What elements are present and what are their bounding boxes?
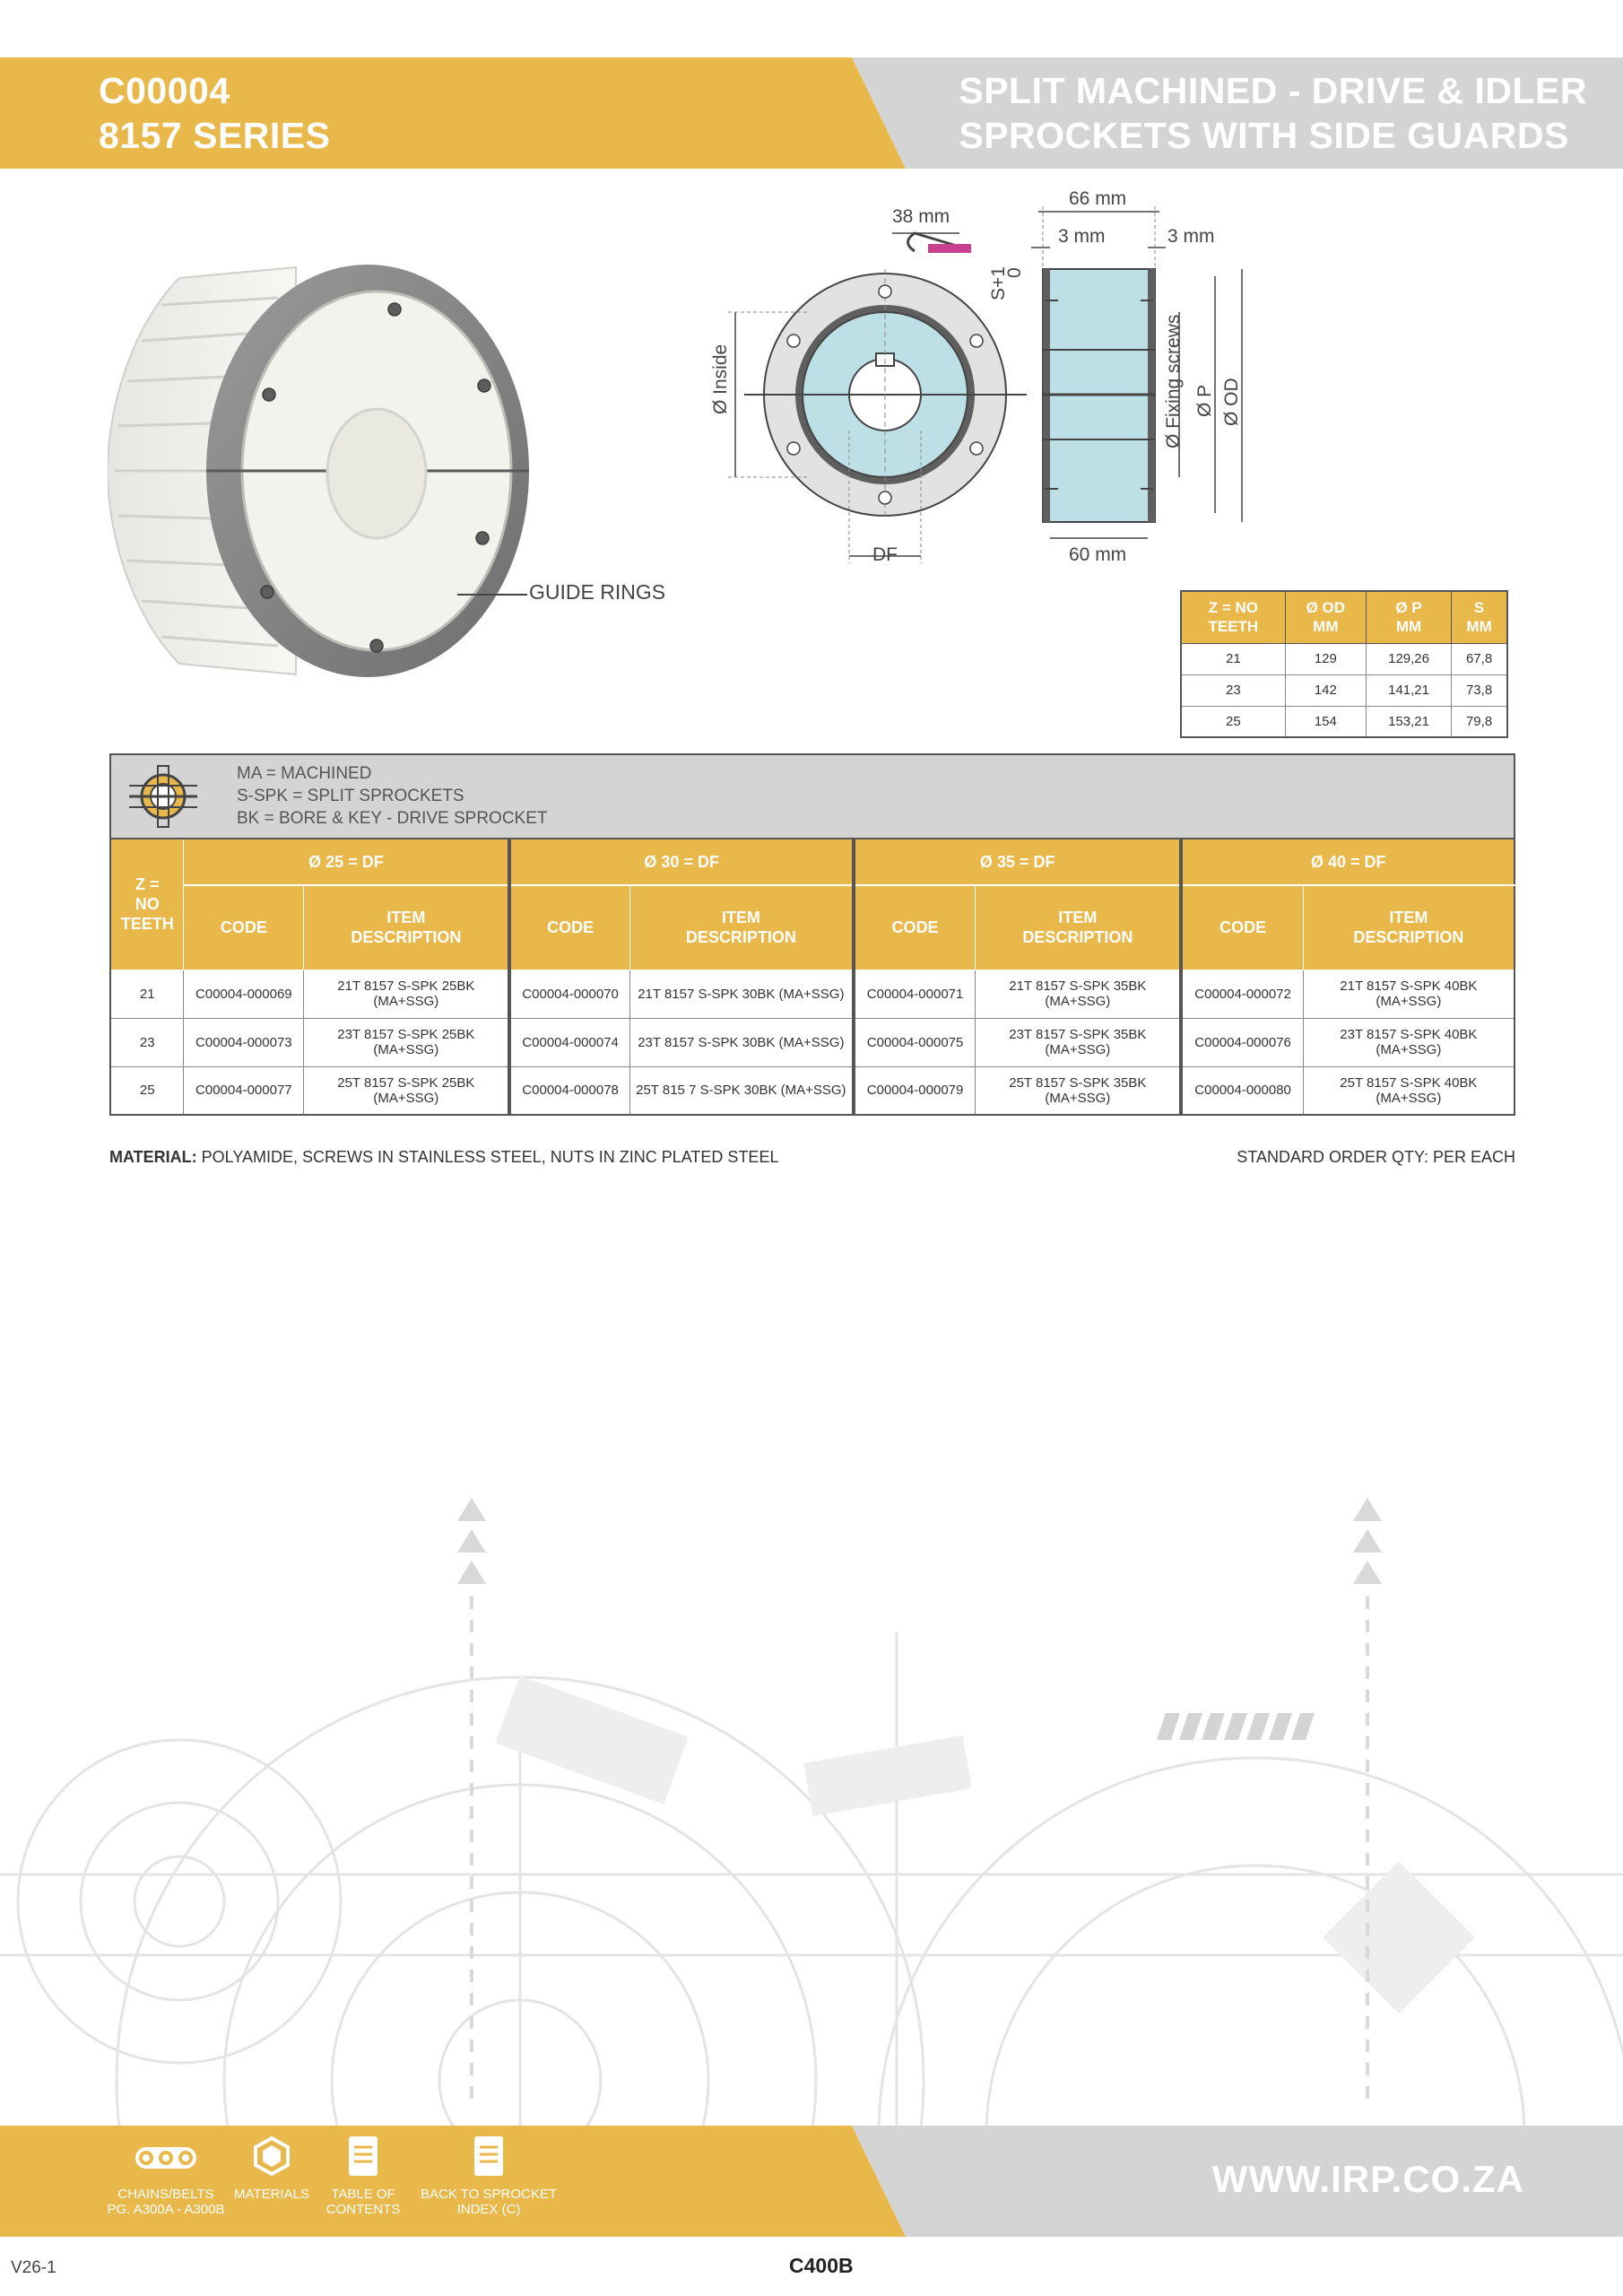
code-cell: C00004-000071 bbox=[854, 970, 976, 1018]
guide-rings-label: GUIDE RINGS bbox=[529, 580, 666, 604]
cell: 23 bbox=[1181, 674, 1285, 706]
cell: 67,8 bbox=[1452, 643, 1507, 674]
page-title-line2: SPROCKETS WITH SIDE GUARDS bbox=[959, 115, 1569, 156]
code-cell: C00004-000078 bbox=[509, 1066, 629, 1115]
description-cell: 23T 8157 S-SPK 25BK (MA+SSG) bbox=[304, 1018, 510, 1066]
material-note bbox=[109, 1148, 778, 1167]
cell: 79,8 bbox=[1452, 706, 1507, 737]
table-row bbox=[110, 1018, 1515, 1066]
dim-df: DF bbox=[872, 544, 898, 565]
cell: 21 bbox=[1181, 643, 1285, 674]
chains-icon bbox=[130, 2135, 202, 2178]
cell: 129,26 bbox=[1366, 643, 1451, 674]
product-code-line1: C00004 bbox=[99, 70, 230, 111]
header-code: CODE bbox=[854, 885, 976, 970]
website-link[interactable]: WWW.IRP.CO.ZA bbox=[1211, 2158, 1524, 2200]
nav-chains-belts[interactable]: CHAINS/BELTS PG. A300A - A300B bbox=[99, 2135, 233, 2217]
dim-inside: Ø Inside bbox=[710, 344, 731, 414]
teeth-cell: 23 bbox=[110, 1018, 184, 1066]
table-row bbox=[1181, 643, 1507, 674]
page-title bbox=[959, 68, 1587, 158]
version-label: V26-1 bbox=[11, 2258, 56, 2277]
document-icon bbox=[345, 2135, 381, 2178]
page-header bbox=[0, 57, 1623, 169]
code-cell: C00004-000077 bbox=[184, 1066, 304, 1115]
technical-drawing bbox=[699, 179, 1291, 583]
header-teeth: Z = NO TEETH bbox=[1181, 591, 1285, 643]
background-gear-decor bbox=[0, 1453, 1623, 2126]
header-description: ITEM DESCRIPTION bbox=[1303, 885, 1515, 970]
code-cell: C00004-000073 bbox=[184, 1018, 304, 1066]
header-code: CODE bbox=[1181, 885, 1303, 970]
header-description: ITEM DESCRIPTION bbox=[304, 885, 510, 970]
dim-s-zero: 0 bbox=[1004, 267, 1025, 278]
code-cell: C00004-000076 bbox=[1181, 1018, 1303, 1066]
group-df-30: Ø 30 = DF bbox=[509, 839, 853, 885]
cell: 25 bbox=[1181, 706, 1285, 737]
dim-od: Ø OD bbox=[1221, 378, 1242, 426]
code-cell: C00004-000070 bbox=[509, 970, 629, 1018]
code-cell: C00004-000080 bbox=[1181, 1066, 1303, 1115]
header-od: Ø OD MM bbox=[1285, 591, 1366, 643]
header-code: CODE bbox=[184, 885, 304, 970]
page-number: C400B bbox=[789, 2254, 854, 2277]
sub-header-row bbox=[110, 885, 1515, 970]
page-title-line1: SPLIT MACHINED - DRIVE & IDLER bbox=[959, 70, 1587, 111]
sprocket-product-image bbox=[108, 242, 538, 691]
legend-ma: MA = MACHINED bbox=[237, 764, 372, 783]
code-cell: C00004-000069 bbox=[184, 970, 304, 1018]
dim-3mm-left: 3 mm bbox=[1058, 226, 1106, 247]
teeth-cell: 25 bbox=[110, 1066, 184, 1115]
cell: 73,8 bbox=[1452, 674, 1507, 706]
group-header-row bbox=[110, 839, 1515, 885]
nav-back-to-sprocket-index[interactable]: BACK TO SPROCKET INDEX (C) bbox=[417, 2135, 560, 2217]
dim-pitch: Ø P bbox=[1194, 384, 1215, 417]
side-view bbox=[1031, 188, 1242, 565]
description-cell: 25T 8157 S-SPK 25BK (MA+SSG) bbox=[304, 1066, 510, 1115]
document-icon bbox=[471, 2135, 507, 2178]
teeth-cell: 21 bbox=[110, 970, 184, 1018]
product-series-line2: 8157 SERIES bbox=[99, 115, 331, 156]
page-footer bbox=[0, 2126, 1623, 2237]
materials-icon bbox=[250, 2135, 293, 2178]
dim-fixing-screws: Ø Fixing screws bbox=[1163, 314, 1184, 448]
header-s: S MM bbox=[1452, 591, 1507, 643]
header-teeth: Z = NO TEETH bbox=[110, 839, 184, 970]
header-description: ITEM DESCRIPTION bbox=[629, 885, 854, 970]
code-cell: C00004-000079 bbox=[854, 1066, 976, 1115]
description-cell: 21T 8157 S-SPK 25BK (MA+SSG) bbox=[304, 970, 510, 1018]
table-row bbox=[110, 970, 1515, 1018]
table-row bbox=[110, 1066, 1515, 1115]
cell: 141,21 bbox=[1366, 674, 1451, 706]
code-cell: C00004-000075 bbox=[854, 1018, 976, 1066]
abbreviation-legend bbox=[109, 753, 1515, 838]
dim-s: S+1 bbox=[988, 266, 1009, 300]
description-cell: 21T 8157 S-SPK 35BK (MA+SSG) bbox=[976, 970, 1182, 1018]
cell: 153,21 bbox=[1366, 706, 1451, 737]
nav-table-of-contents[interactable]: TABLE OF CONTENTS bbox=[323, 2135, 404, 2217]
group-df-40: Ø 40 = DF bbox=[1181, 839, 1515, 885]
table-row bbox=[1181, 706, 1507, 737]
header-description: ITEM DESCRIPTION bbox=[976, 885, 1182, 970]
description-cell: 23T 8157 S-SPK 40BK (MA+SSG) bbox=[1303, 1018, 1515, 1066]
cell: 142 bbox=[1285, 674, 1366, 706]
legend-bk: BK = BORE & KEY - DRIVE SPROCKET bbox=[237, 809, 548, 828]
dimension-table bbox=[1180, 590, 1508, 738]
description-cell: 23T 8157 S-SPK 30BK (MA+SSG) bbox=[629, 1018, 854, 1066]
nav-materials[interactable]: MATERIALS bbox=[231, 2135, 312, 2202]
description-cell: 25T 8157 S-SPK 40BK (MA+SSG) bbox=[1303, 1066, 1515, 1115]
dim-3mm-right: 3 mm bbox=[1167, 226, 1215, 247]
order-qty-note: STANDARD ORDER QTY: PER EACH bbox=[1237, 1148, 1515, 1166]
cell: 154 bbox=[1285, 706, 1366, 737]
dim-66mm: 66 mm bbox=[1069, 188, 1127, 209]
description-cell: 25T 8157 S-SPK 35BK (MA+SSG) bbox=[976, 1066, 1182, 1115]
guide-rings-leader-line bbox=[457, 590, 529, 599]
dim-60mm: 60 mm bbox=[1069, 544, 1127, 565]
description-cell: 25T 815 7 S-SPK 30BK (MA+SSG) bbox=[629, 1066, 854, 1115]
code-cell: C00004-000074 bbox=[509, 1018, 629, 1066]
dimension-table-header bbox=[1181, 591, 1507, 643]
description-cell: 21T 8157 S-SPK 40BK (MA+SSG) bbox=[1303, 970, 1515, 1018]
front-view bbox=[710, 206, 1027, 565]
table-row bbox=[1181, 674, 1507, 706]
product-code-table bbox=[109, 838, 1515, 1116]
material-label: MATERIAL: bbox=[109, 1148, 197, 1166]
header-p: Ø P MM bbox=[1366, 591, 1451, 643]
group-df-25: Ø 25 = DF bbox=[184, 839, 510, 885]
dim-38mm: 38 mm bbox=[892, 206, 950, 227]
description-cell: 21T 8157 S-SPK 30BK (MA+SSG) bbox=[629, 970, 854, 1018]
product-code bbox=[99, 68, 331, 158]
header-code: CODE bbox=[509, 885, 629, 970]
group-df-35: Ø 35 = DF bbox=[854, 839, 1182, 885]
cell: 129 bbox=[1285, 643, 1366, 674]
code-cell: C00004-000072 bbox=[1181, 970, 1303, 1018]
legend-sspk: S-SPK = SPLIT SPROCKETS bbox=[237, 787, 464, 805]
sprocket-symbol-icon bbox=[127, 762, 199, 831]
description-cell: 23T 8157 S-SPK 35BK (MA+SSG) bbox=[976, 1018, 1182, 1066]
material-text: POLYAMIDE, SCREWS IN STAINLESS STEEL, NUTS IN ZINC PLATED STEEL bbox=[196, 1148, 779, 1166]
